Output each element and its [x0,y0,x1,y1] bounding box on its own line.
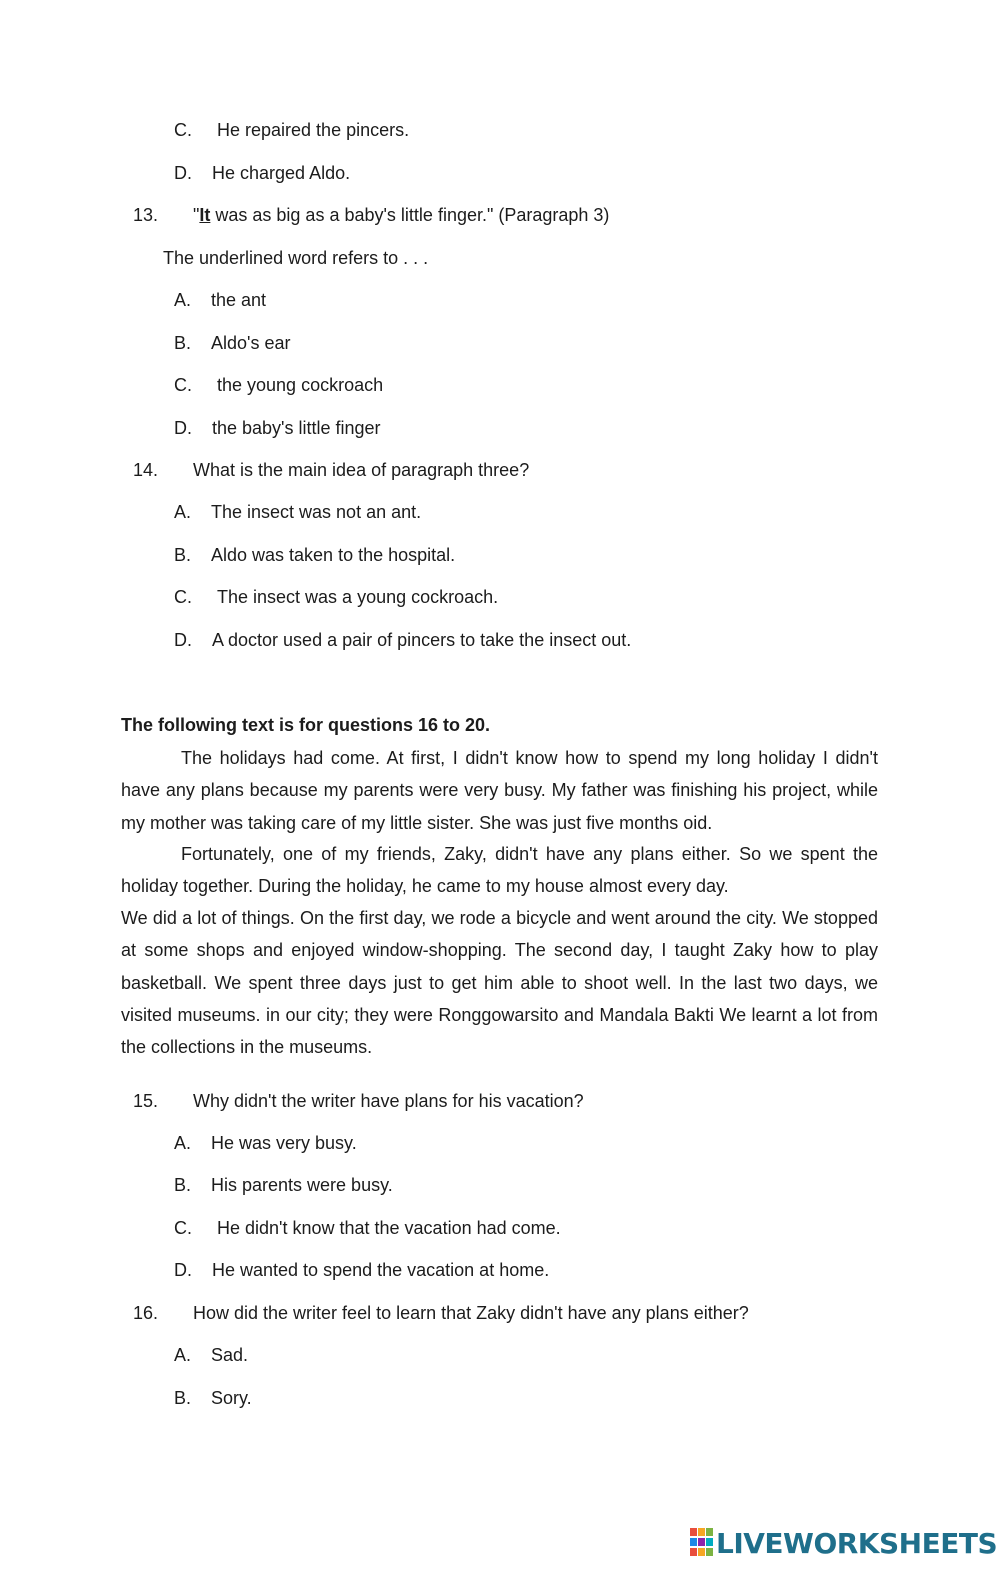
question-number: 13. [133,205,159,225]
logo-square [690,1528,697,1536]
reading-paragraph-3: We did a lot of things. On the first day, we rode a bicycle and went around the city. We stopped at some shops and enjoyed window-shopping. The second day, I taught Zaky how to play basketball. We spent three days just to get him able to shoot well. In the last two days, we visited museums. in our city; they were Ronggowarsito and Mandala Bakti We learnt a lot from the collections in the museums. [121,908,878,1058]
reading-heading: The following text is for questions 16 to 20. [121,715,491,735]
option-letter: D. [174,418,192,438]
quote-open: " [193,205,200,225]
option-letter: A. [174,502,192,522]
logo-square [706,1528,713,1536]
option-letter: B. [174,1388,192,1408]
option-letter: C. [174,1218,192,1238]
logo-square [690,1548,697,1556]
question-text: Why didn't the writer have plans for his vacation? [193,1091,584,1111]
question-number: 14. [133,460,159,480]
logo-square [706,1538,713,1546]
option-text: He charged Aldo. [212,163,351,183]
question-text: What is the main idea of paragraph three? [193,460,530,480]
option-letter: B. [174,333,192,353]
option-text: Aldo's ear [211,333,291,353]
option-letter: C. [174,375,192,395]
question-text [193,205,609,226]
question-number: 16. [133,1303,159,1323]
option-text: He was very busy. [211,1133,357,1153]
logo-mark-icon [690,1528,714,1558]
logo-square [698,1528,705,1536]
logo-text: LIVEWORKSHEETS [716,1526,998,1560]
option-letter: B. [174,545,192,565]
option-text: The insect was not an ant. [211,502,422,522]
underlined-word: It [199,205,211,225]
option-text: Sad. [211,1345,249,1365]
logo-square [706,1548,713,1556]
option-text: Sory. [211,1388,252,1408]
option-letter: D. [174,163,192,183]
question-number: 15. [133,1091,159,1111]
option-text: the ant [211,290,267,310]
logo-square [698,1548,705,1556]
option-text: He wanted to spend the vacation at home. [212,1260,550,1280]
option-text: He didn't know that the vacation had come. [217,1218,561,1238]
option-letter: A. [174,1345,192,1365]
option-text: the young cockroach [217,375,384,395]
option-letter: C. [174,587,192,607]
option-text: Aldo was taken to the hospital. [211,545,456,565]
logo-square [698,1538,705,1546]
logo-square [690,1538,697,1546]
option-text: His parents were busy. [211,1175,393,1195]
reading-paragraph-1: The holidays had come. At first, I didn't know how to spend my long holiday I didn't have any plans because my parents were very busy. My father was finishing his project, while my mother was taking care of my little sister. She was just five months oid. [121,748,878,833]
option-letter: D. [174,1260,192,1280]
option-letter: A. [174,290,192,310]
option-text: A doctor used a pair of pincers to take the insect out. [212,630,632,650]
option-text: He repaired the pincers. [217,120,410,140]
question-prompt: The underlined word refers to . . . [163,248,429,268]
option-text: The insect was a young cockroach. [217,587,499,607]
quote-rest: was as big as a baby's little finger." (Paragraph 3) [210,205,610,225]
liveworksheets-logo[interactable] [690,1527,997,1559]
question-text: How did the writer feel to learn that Zaky didn't have any plans either? [193,1303,749,1323]
option-letter: D. [174,630,192,650]
reading-paragraph-2: Fortunately, one of my friends, Zaky, didn't have any plans either. So we spent the holiday together. During the holiday, he came to my house almost every day. [121,844,878,897]
option-letter: B. [174,1175,192,1195]
option-text: the baby's little finger [212,418,381,438]
option-letter: C. [174,120,192,140]
option-letter: A. [174,1133,192,1153]
